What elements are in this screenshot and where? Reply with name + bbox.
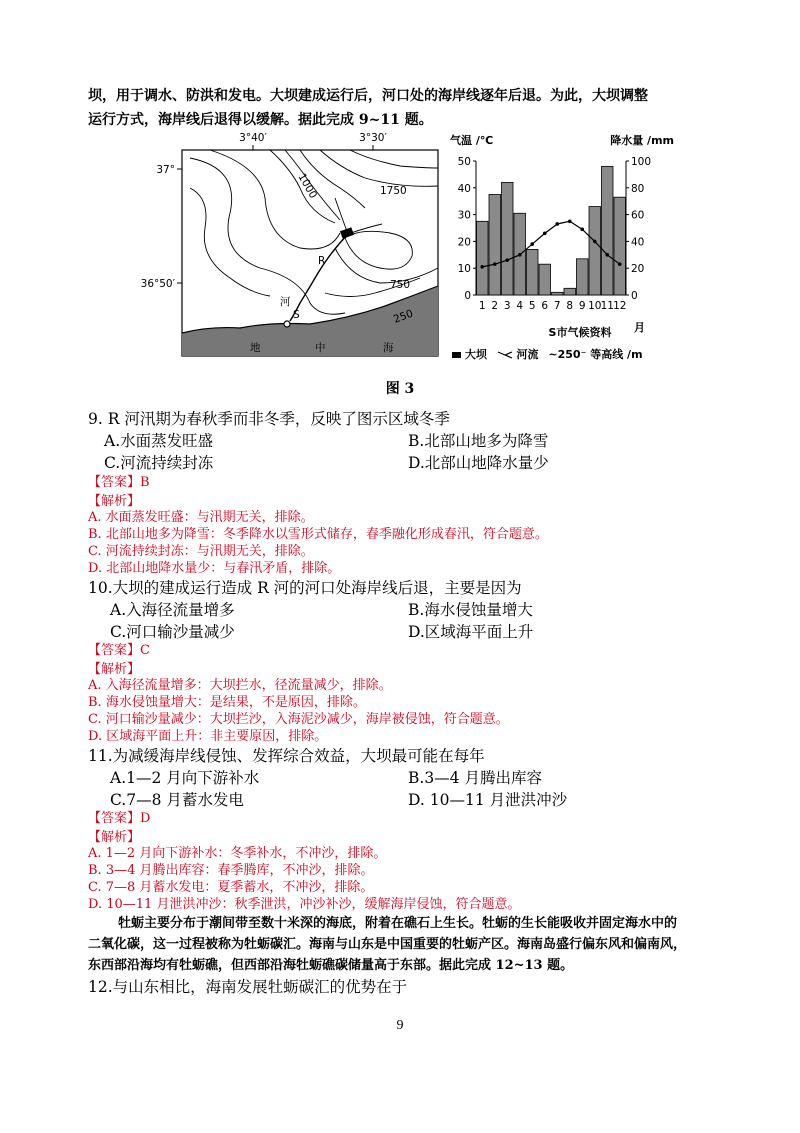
precipitation-bar: [552, 292, 564, 295]
q9-analysis-c: C. 河流持续封冻：与汛期无关，排除。: [88, 544, 314, 559]
x-tick-labels: [479, 300, 627, 312]
precipitation-bar: [477, 221, 489, 295]
x-tick-label: 1: [478, 300, 486, 312]
x-tick-label: 11: [600, 300, 614, 312]
q9-analysis-label: 【解析】: [88, 494, 141, 509]
y-left-tick-label: 10: [457, 263, 471, 276]
contour-legend-icon: ~: [548, 348, 558, 361]
q11-analysis-a: A. 1—2 月向下游补水：冬季补水，不冲沙，排除。: [88, 846, 387, 861]
x-tick-label: 2: [491, 300, 499, 312]
temperature-point: [618, 262, 622, 266]
y-left-tick-label: 0: [464, 290, 471, 302]
q11-analysis-label: 【解析】: [88, 830, 141, 845]
precipitation-bar: [527, 249, 539, 295]
q11-answer: 【答案】D: [88, 811, 151, 826]
temperature-point: [480, 265, 484, 269]
temperature-point: [530, 242, 534, 246]
q11-analysis-d: D. 10—11 月泄洪冲沙：秋季泄洪，冲沙补沙，缓解海岸侵蚀，符合题意。: [88, 897, 521, 912]
x-tick-label: 10: [588, 300, 602, 312]
passage2-line-3: 东西部沿海均有牡蛎礁，但西部沿海牡蛎礁碳储量高于东部。据此完成 12~13 题。: [88, 958, 574, 973]
contour-legend-tail: ⁻: [580, 348, 587, 361]
q10-answer: 【答案】C: [88, 643, 150, 658]
sea-char-3: 海: [383, 342, 394, 354]
dam-legend-icon: [452, 352, 461, 358]
temperature-point: [543, 232, 547, 236]
q12-stem: 12.与山东相比，海南发展牡蛎碳汇的优势在于: [88, 978, 408, 996]
x-tick-label: 4: [516, 300, 524, 312]
q9-analysis-a: A. 水面蒸发旺盛：与汛期无关，排除。: [88, 510, 314, 525]
passage2-line-1: 牡蛎主要分布于潮间带至数十米深的海底，附着在礁石上生长。牡蛎的生长能吸收并固定海水中的: [118, 916, 678, 931]
city-s-label: S: [293, 309, 300, 321]
legend-contour-value: 250: [557, 348, 581, 361]
y-right-tick-label: 60: [631, 209, 645, 222]
x-tick-label: 5: [528, 300, 536, 312]
contour-label-750: 750: [390, 279, 411, 291]
city-s-marker: [284, 321, 290, 327]
temperature-point: [568, 220, 572, 224]
y-right-tick-label: 100: [631, 156, 652, 168]
q10-stem: 10.大坝的建成运行造成 R 河的河口处海岸线后退，主要是因为: [88, 579, 522, 597]
precipitation-bar: [614, 197, 626, 295]
q11-option-b: B.3—4 月腾出库容: [408, 769, 542, 787]
y-left-tick-label: 30: [457, 209, 471, 222]
q9-analysis-d: D. 北部山地降水量少：与春汛矛盾，排除。: [88, 561, 341, 576]
precipitation-bar: [502, 182, 514, 295]
q9-stem: 9. R 河汛期为春秋季而非冬季，反映了图示区域冬季: [88, 410, 450, 428]
climate-chart: [448, 130, 678, 340]
temperature-point: [493, 262, 497, 266]
river-char-label: 河: [280, 296, 291, 308]
contour-label-1000: 1000: [295, 171, 320, 201]
q10-analysis-b: B. 海水侵蚀量增大：是结果，不是原因，排除。: [88, 695, 366, 710]
temperature-point: [593, 240, 597, 244]
q11-option-a: A.1—2 月向下游补水: [110, 769, 260, 787]
passage2-line-2: 二氧化碳，这一过程被称为牡蛎碳汇。海南与山东是中国重要的牡蛎产区。海南岛盛行偏东风和偏南风，: [88, 937, 687, 952]
y-left-tick-label: 20: [457, 236, 471, 249]
river-r-label: R: [318, 255, 326, 267]
q11-option-d: D. 10—11 月泄洪冲沙: [408, 791, 568, 809]
q9-analysis-b: B. 北部山地多为降雪：冬季降水以雪形式储存，春季融化形成春汛，符合题意。: [88, 527, 548, 542]
y-right-tick-label: 80: [631, 182, 645, 195]
contour-label-250: 250: [391, 307, 415, 326]
q11-analysis-c: C. 7—8 月蓄水发电：夏季蓄水，不冲沙，排除。: [88, 880, 374, 895]
q11-stem: 11.为减缓海岸线侵蚀、发挥综合效益，大坝最可能在每年: [88, 747, 485, 765]
x-tick-label: 12: [613, 300, 627, 312]
contour-label-1750: 1750: [380, 185, 407, 197]
page-number: 9: [396, 1018, 404, 1033]
temperature-point: [505, 258, 509, 262]
y-right-tick-label: 0: [631, 290, 638, 302]
y-left-tick-label: 50: [457, 156, 471, 168]
legend-contour-text: 等高线 /m: [590, 348, 643, 361]
lon-label-2: 3°30′: [359, 132, 387, 144]
q10-analysis-d: D. 区域海平面上升：非主要原因，排除。: [88, 729, 328, 744]
x-tick-label: 7: [553, 300, 561, 312]
precipitation-bar: [539, 264, 551, 295]
x-tick-label: 3: [503, 300, 511, 312]
sea-char-1: 地: [250, 342, 261, 354]
figure-caption: 图 3: [385, 381, 415, 397]
precipitation-bar: [564, 288, 576, 295]
q9-option-a: A.水面蒸发旺盛: [104, 432, 214, 450]
temperature-point: [580, 228, 584, 232]
y-right-axis-label: 降水量 /mm: [610, 134, 674, 147]
precipitation-bar: [589, 207, 601, 295]
precipitation-bar: [602, 166, 614, 295]
y-left-tick-label: 40: [457, 182, 471, 195]
lat-label-2: 36°50′: [140, 278, 175, 290]
temperature-point: [555, 222, 559, 226]
legend-river-text: 河流: [516, 348, 539, 361]
q9-answer: 【答案】B: [88, 475, 150, 490]
x-tick-label: 9: [578, 300, 586, 312]
precipitation-bar: [489, 195, 501, 296]
q10-option-b: B.海水侵蚀量增大: [408, 601, 533, 619]
q11-analysis-b: B. 3—4 月腾出库容：春季腾库，不冲沙，排除。: [88, 863, 374, 878]
legend-dam-text: 大坝: [464, 348, 487, 361]
chart-title: S市气候资料: [548, 326, 612, 339]
q10-analysis-c: C. 河口输沙量减少：大坝拦沙，入海泥沙减少，海岸被侵蚀，符合题意。: [88, 712, 509, 727]
q10-analysis-label: 【解析】: [88, 662, 141, 677]
map-legend: [452, 346, 643, 362]
q10-analysis-a: A. 入海径流量增多：大坝拦水，径流量减少，排除。: [88, 678, 392, 693]
y-right-tick-label: 40: [631, 236, 645, 249]
q10-option-c: C.河口输沙量减少: [110, 623, 235, 641]
q10-option-d: D.区域海平面上升: [408, 623, 534, 641]
q9-option-c: C.河流持续封冻: [104, 454, 214, 472]
q10-option-a: A.入海径流量增多: [110, 601, 235, 619]
y-right-tick-label: 20: [631, 263, 645, 276]
precipitation-bars: [477, 166, 626, 295]
topographic-map: [140, 128, 450, 368]
q11-option-c: C.7—8 月蓄水发电: [110, 791, 244, 809]
lon-label-1: 3°40′: [239, 132, 267, 144]
q9-option-d: D.北部山地降水量少: [408, 454, 549, 472]
intro-line-1: 坝，用于调水、防洪和发电。大坝建成运行后，河口处的海岸线逐年后退。为此，大坝调整: [88, 88, 648, 104]
river-legend-icon: [497, 350, 513, 360]
x-tick-label: 6: [541, 300, 549, 312]
x-tick-label: 8: [566, 300, 574, 312]
temperature-point: [605, 253, 609, 257]
precipitation-bar: [577, 259, 589, 295]
lat-label-1: 37°: [156, 164, 175, 176]
sea-char-2: 中: [315, 342, 326, 354]
x-axis-unit: 月: [634, 321, 645, 334]
y-left-axis-label: 气温 /℃: [450, 134, 494, 147]
q9-option-b: B.北部山地多为降雪: [408, 432, 549, 450]
intro-line-2: 运行方式，海岸线后退得以缓解。据此完成 9~11 题。: [88, 112, 433, 128]
temperature-point: [518, 253, 522, 257]
